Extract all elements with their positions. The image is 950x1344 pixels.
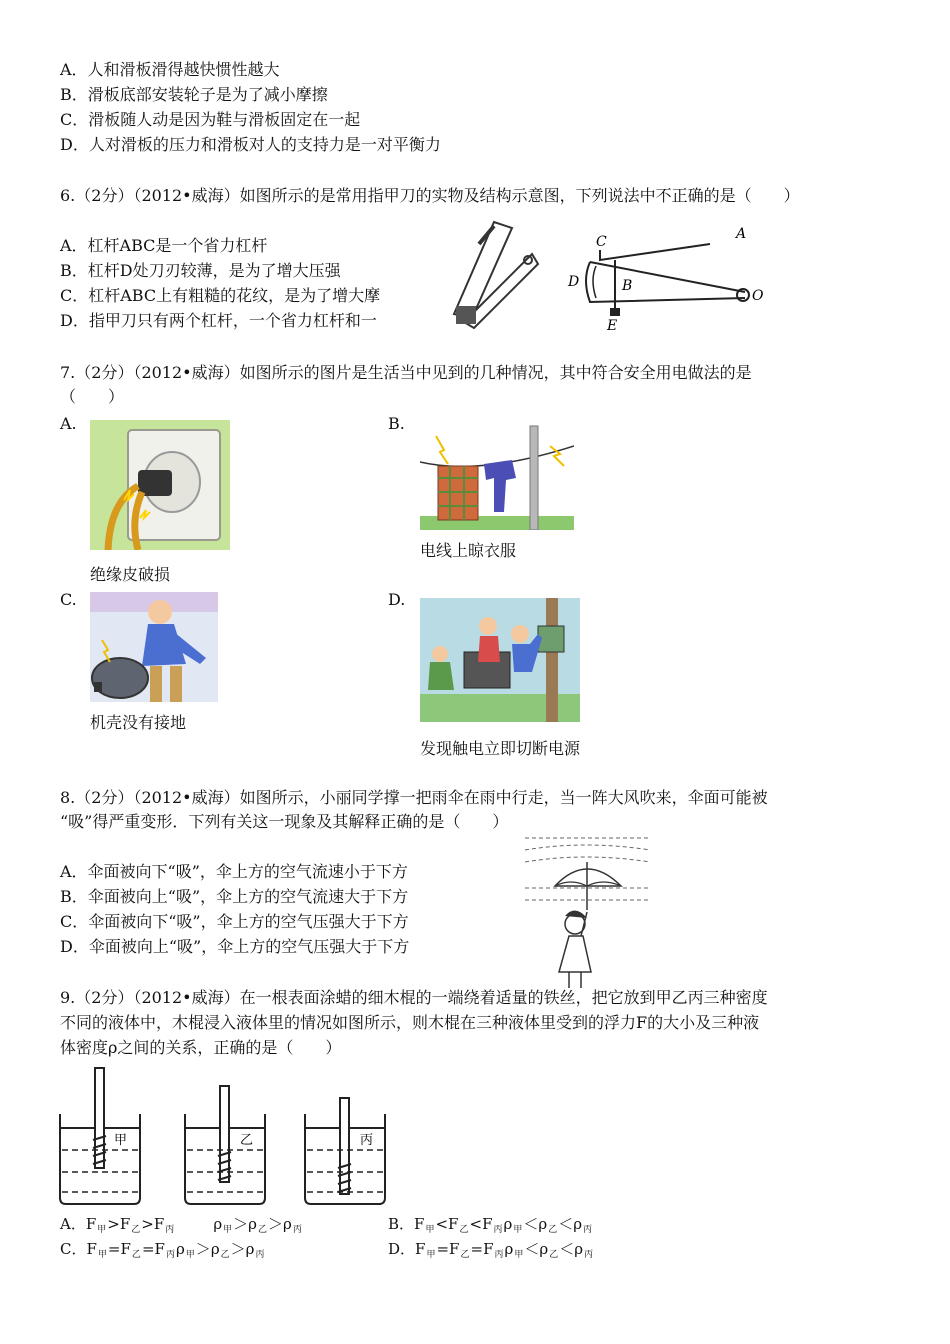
q5-option-d: D．人对滑板的压力和滑板对人的支持力是一对平衡力 [60, 135, 441, 154]
label-b: B [622, 278, 633, 294]
q6-stem: 6.（2分）（2012•威海）如图所示的是常用指甲刀的实物及结构示意图，下列说法中不正确的是（ ） [60, 186, 800, 205]
q7-stem-line1: 7.（2分）（2012•威海）如图所示的图片是生活当中见到的几种情况，其中符合安全用电做法的是 [60, 363, 752, 382]
q7-caption-c: 机壳没有接地 [90, 713, 187, 732]
q9-option-b: B．$F_甲<F_乙<F_丙\rho_甲<\rho_乙<\rho_丙$ [388, 1215, 593, 1235]
q8-stem-line1: 8.（2分）（2012•威海）如图所示，小丽同学撑一把雨伞在雨中行走，当一阵大风吹来，伞面可能被 [60, 788, 768, 807]
nail-clipper-diagram [560, 222, 770, 332]
q7-option-c-letter: C. [60, 590, 77, 609]
beaker-label-jia: 甲 [114, 1133, 128, 1148]
beaker-label-yi: 乙 [240, 1133, 254, 1148]
q7-option-d-letter: D. [388, 590, 406, 609]
q8-stem-line2: “吸”得严重变形．下列有关这一现象及其解释正确的是（ ） [60, 812, 509, 831]
q9-stem-line2: 不同的液体中，木棍浸入液体里的情况如图所示，则木棍在三种液体里受到的浮力F的大小及三种液 [60, 1013, 760, 1032]
q8-option-d: D．伞面被向上“吸”，伞上方的空气压强大于下方 [60, 937, 410, 956]
q9-stem-line3: 体密度ρ之间的关系，正确的是（ ） [60, 1038, 342, 1057]
q7-caption-a: 绝缘皮破损 [90, 565, 171, 584]
q6-option-d: D．指甲刀只有两个杠杆，一个省力杠杆和一 [60, 311, 377, 330]
q6-option-a: A．杠杆ABC是一个省力杠杆 [60, 236, 268, 255]
q9-option-c: C．$F_甲=F_乙=F_丙\rho_甲>\rho_乙>\rho_丙$ [60, 1240, 265, 1260]
label-a: A [736, 226, 747, 242]
label-e: E [607, 318, 618, 332]
q7-stem-line2: （ ） [60, 387, 125, 406]
q8-option-c: C．伞面被向下“吸”，伞上方的空气压强大于下方 [60, 912, 409, 931]
motor-ungrounded-image [90, 592, 218, 702]
label-o: O [752, 288, 764, 304]
q7-option-b-letter: B. [388, 414, 405, 433]
q9-stem-line1: 9.（2分）（2012•威海）在一根表面涂蜡的细木棍的一端绕着适量的铁丝，把它放到甲乙丙三种密度 [60, 988, 768, 1007]
q6-option-c: C．杠杆ABC上有粗糙的花纹，是为了增大摩 [60, 286, 381, 305]
q5-option-c: C．滑板随人动是因为鞋与滑板固定在一起 [60, 110, 361, 129]
label-c: C [596, 234, 607, 250]
q8-option-a: A．伞面被向下“吸”，伞上方的空气流速小于下方 [60, 862, 408, 881]
q7-caption-d: 发现触电立即切断电源 [420, 739, 581, 758]
umbrella-girl-image [525, 832, 650, 992]
nail-clipper-photo [424, 214, 544, 334]
clothes-on-wire-image [420, 416, 574, 530]
q7-option-a-letter: A. [60, 414, 77, 433]
cut-power-image [420, 598, 580, 722]
q9-option-a: A．$F_甲>F_乙>F_丙$ $\rho_甲>\rho_乙>\rho_丙$ [60, 1215, 302, 1235]
q9-option-d: D．$F_甲=F_乙=F_丙\rho_甲<\rho_乙<\rho_丙$ [388, 1240, 594, 1260]
socket-damaged-wire-image [90, 420, 230, 550]
q7-caption-b: 电线上晾衣服 [420, 541, 517, 560]
q6-option-b: B．杠杆D处刀刃较薄，是为了增大压强 [60, 261, 341, 280]
q5-option-b: B．滑板底部安装轮子是为了减小摩擦 [60, 85, 328, 104]
beaker-label-bing: 丙 [360, 1133, 374, 1148]
label-d: D [568, 274, 580, 290]
three-beakers-diagram [50, 1060, 395, 1208]
q5-option-a: A．人和滑板滑得越快惯性越大 [60, 60, 280, 79]
q8-option-b: B．伞面被向上“吸”，伞上方的空气流速大于下方 [60, 887, 409, 906]
